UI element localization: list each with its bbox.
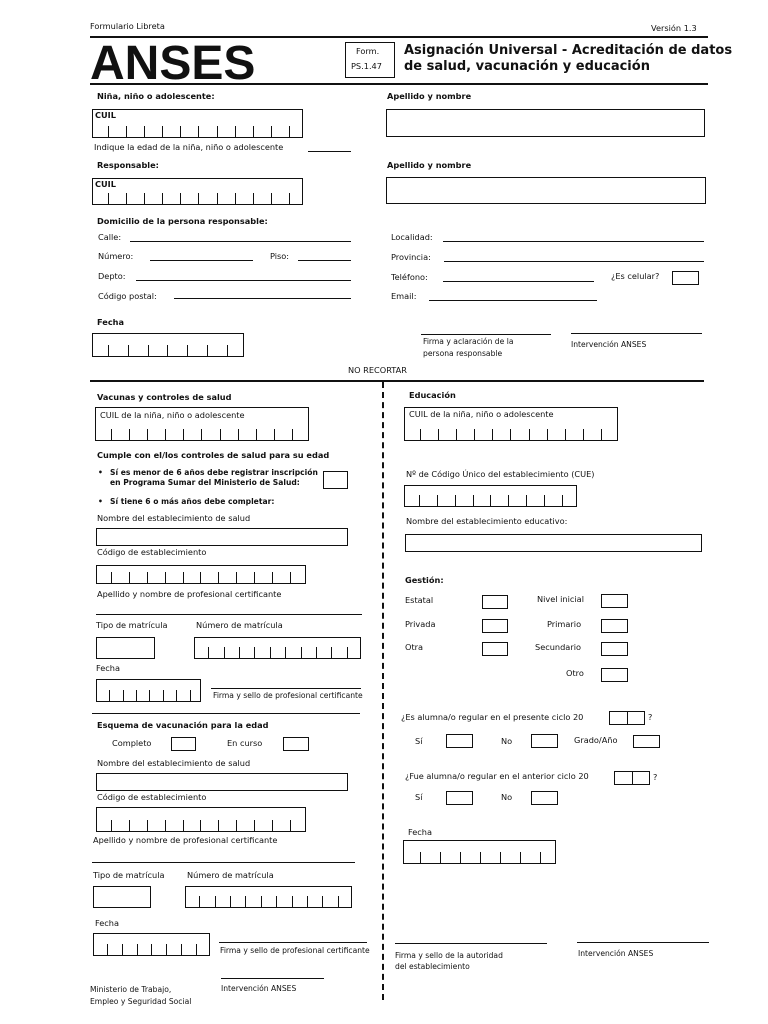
apellido-nombre-label: Apellido y nombre [387,91,472,101]
alumno-anterior-label: ¿Fue alumna/o regular en el anterior ciclo 20 [405,771,589,781]
tipo-matricula-field[interactable] [96,637,155,659]
otra-checkbox[interactable] [482,642,508,656]
depto-label: Depto: [98,271,126,281]
title-line2: de salud, vacunación y educación [404,59,650,74]
otro-checkbox[interactable] [601,668,628,682]
bullet1-a: Sí es menor de 6 años debe registrar inscripción [110,468,318,477]
tipo-matricula2-field[interactable] [93,886,151,908]
form-code: PS.1.47 [351,61,382,71]
localidad-field[interactable] [443,241,704,242]
codigo-estab2-field[interactable] [96,807,306,832]
nombre-estab2-field[interactable] [96,773,348,791]
q-mark-1: ? [648,712,653,722]
email-label: Email: [391,291,417,301]
edad-label: Indique la edad de la niña, niño o adolescente [94,142,284,152]
si-1-checkbox[interactable] [446,734,473,748]
secundario-checkbox[interactable] [601,642,628,656]
intervencion-line[interactable] [571,333,702,334]
nombre-estab-edu-label: Nombre del establecimiento educativo: [406,516,568,526]
edu-cuil-label: CUIL de la niña, niño o adolescente [409,409,554,419]
calle-label: Calle: [98,232,122,242]
completo-label: Completo [112,738,152,748]
anses-logo: ANSES [90,37,256,90]
cue-label: Nº de Código Único del establecimiento (CUE) [406,469,595,479]
codigo-estab-label: Código de establecimiento [97,547,207,557]
apellido-prof-label: Apellido y nombre de profesional certificante [97,589,282,599]
codigo-postal-field[interactable] [174,298,351,299]
otro-label: Otro [566,668,584,678]
edu-cuil-field[interactable] [404,407,618,441]
child-name-field[interactable] [386,109,705,137]
firma-autoridad-2: del establecimiento [395,962,470,971]
firma-autoridad-1: Firma y sello de la autoridad [395,951,503,960]
bullet2: Sí tiene 6 o más años debe completar: [110,497,275,506]
firma-autoridad-line[interactable] [395,943,547,944]
fecha-edu-label: Fecha [408,827,433,837]
codigo-estab-field[interactable] [96,565,306,584]
salud-cuil-label: CUIL de la niña, niño o adolescente [100,410,245,420]
grado-field[interactable] [633,735,660,748]
codigo-estab2-label: Código de establecimiento [97,792,207,802]
resp-apellido-label: Apellido y nombre [387,160,472,170]
nombre-estab-label: Nombre del establecimiento de salud [97,513,251,523]
numero-label: Número: [98,251,134,261]
firma-prof2-line[interactable] [219,942,367,943]
form-label: Form. [356,46,380,56]
form-type: Formulario Libreta [90,21,165,31]
intervencion-label: Intervención ANSES [571,340,647,349]
fecha2-label: Fecha [95,918,120,928]
telefono-field[interactable] [443,281,594,282]
piso-label: Piso: [270,251,290,261]
nombre-estab-field[interactable] [96,528,348,546]
numero-matricula2-label: Número de matrícula [187,870,274,880]
numero-matricula-label: Número de matrícula [196,620,283,630]
nivel-inicial-checkbox[interactable] [601,594,628,608]
nombre-estab-edu-field[interactable] [405,534,702,552]
nivel-inicial-label: Nivel inicial [537,594,584,604]
numero-field[interactable] [150,260,253,261]
no-recortar: NO RECORTAR [348,365,407,375]
fecha-salud-label: Fecha [96,663,121,673]
edad-field[interactable] [308,151,351,152]
no-1-checkbox[interactable] [531,734,558,748]
numero-matricula2-field[interactable] [185,886,352,908]
localidad-label: Localidad: [391,232,433,242]
form-code-box [345,42,395,78]
intervencion-salud-line[interactable] [221,978,324,979]
firma-resp-2: persona responsable [423,349,503,358]
sumar-checkbox[interactable] [323,471,348,489]
apellido-prof2-field[interactable] [92,862,355,863]
si-2-checkbox[interactable] [446,791,473,805]
privada-label: Privada [405,619,436,629]
domicilio-label: Domicilio de la persona responsable: [97,216,268,226]
intervencion-edu-line[interactable] [577,942,709,943]
intervencion-edu-label: Intervención ANSES [578,949,654,958]
child-label: Niña, niño o adolescente: [97,91,215,101]
calle-field[interactable] [130,241,351,242]
firma-prof-line[interactable] [211,688,361,689]
no-1-label: No [501,736,513,746]
fecha-edu-field[interactable] [403,840,556,864]
header-bottom-rule [90,83,708,85]
piso-field[interactable] [298,260,351,261]
cumple-label: Cumple con el/los controles de salud para su edad [97,450,330,460]
educacion-title: Educación [409,390,456,400]
version: Versión 1.3 [651,23,697,33]
fecha2-field[interactable] [93,933,210,956]
intervencion-salud-label: Intervención ANSES [221,984,297,993]
apellido-prof2-label: Apellido y nombre de profesional certificante [93,835,278,845]
ministerio-2: Empleo y Seguridad Social [90,997,192,1006]
esquema-label: Esquema de vacunación para la edad [97,720,269,730]
primario-label: Primario [547,619,582,629]
ciclo-anterior-field[interactable] [614,771,650,785]
provincia-label: Provincia: [391,252,431,262]
tipo-matricula-label: Tipo de matrícula [96,620,168,630]
resp-name-field[interactable] [386,177,706,204]
center-divider [382,382,384,1000]
en-curso-label: En curso [227,738,263,748]
celular-checkbox[interactable] [672,271,699,285]
ciclo-presente-field[interactable] [609,711,645,725]
fecha-salud-field[interactable] [96,679,201,702]
fecha-label: Fecha [97,317,125,327]
firma-prof-label: Firma y sello de profesional certificante [213,691,363,700]
fecha-field[interactable] [92,333,244,357]
telefono-label: Teléfono: [391,272,428,282]
firma-resp-1: Firma y aclaración de la [423,337,514,346]
secundario-label: Secundario [535,642,581,652]
title-line1: Asignación Universal - Acreditación de datos [404,43,733,58]
cut-line [90,380,704,382]
estatal-checkbox[interactable] [482,595,508,609]
alumno-presente-label: ¿Es alumna/o regular en el presente ciclo 20 [401,712,584,722]
si-1-label: Sí [415,736,423,746]
no-2-checkbox[interactable] [531,791,558,805]
en-curso-checkbox[interactable] [283,737,309,751]
apellido-prof-field[interactable] [96,614,362,615]
primario-checkbox[interactable] [601,619,628,633]
otra-label: Otra [405,642,424,652]
grado-label: Grado/Año [574,735,618,745]
privada-checkbox[interactable] [482,619,508,633]
child-cuil-field[interactable] [92,109,303,138]
firma-resp-line[interactable] [421,334,551,335]
nombre-estab2-label: Nombre del establecimiento de salud [97,758,251,768]
salud-separator [92,713,360,714]
ministerio-1: Ministerio de Trabajo, [90,985,172,994]
numero-matricula-field[interactable] [194,637,361,659]
no-2-label: No [501,792,513,802]
salud-title: Vacunas y controles de salud [97,392,232,402]
resp-cuil-label: CUIL [95,179,116,189]
tipo-matricula2-label: Tipo de matrícula [93,870,165,880]
gestion-label: Gestión: [405,575,444,585]
salud-cuil-field[interactable] [95,407,309,441]
bullet1-b: en Programa Sumar del Ministerio de Salud: [110,478,300,487]
firma-prof2-label: Firma y sello de profesional certificante [220,946,370,955]
email-field[interactable] [429,300,597,301]
provincia-field[interactable] [444,261,704,262]
cue-field[interactable] [404,485,577,507]
responsable-label: Responsable: [97,160,159,170]
depto-field[interactable] [136,280,351,281]
codigo-postal-label: Código postal: [98,291,157,301]
completo-checkbox[interactable] [171,737,196,751]
cuil-label: CUIL [95,110,116,120]
celular-label: ¿Es celular? [611,271,660,281]
estatal-label: Estatal [405,595,434,605]
resp-cuil-field[interactable] [92,178,303,205]
q-mark-2: ? [653,772,658,782]
si-2-label: Sí [415,792,423,802]
